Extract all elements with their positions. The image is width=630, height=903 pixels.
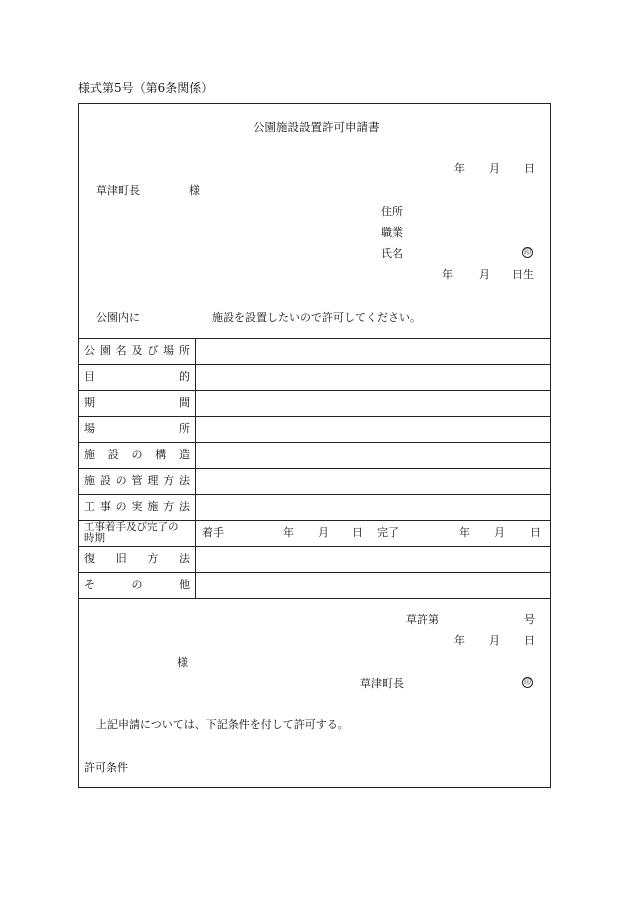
request-text: 施設を設置したいので許可してください。 xyxy=(212,311,421,324)
row-label-location: 場 所 xyxy=(84,422,190,435)
row-label-management: 施 設 の 管 理 方 法 xyxy=(84,474,190,487)
table-rule xyxy=(78,442,551,443)
table-top-rule xyxy=(78,338,551,339)
seal-mark: 印 xyxy=(524,248,531,256)
approval-issuer: 草津町長 xyxy=(360,677,404,690)
table-rule xyxy=(78,546,551,547)
date-month-label: 月 xyxy=(489,162,500,175)
approval-number-prefix: 草許第 xyxy=(406,613,439,626)
table-rule xyxy=(78,416,551,417)
period-start-year: 年 xyxy=(283,526,294,539)
row-label-construction-period: 工事着手及び完了の 時期 xyxy=(84,521,179,544)
date-day-label: 日 xyxy=(524,162,535,175)
row-label-park-name: 公 園 名 及 び 場 所 xyxy=(84,344,190,357)
approval-number-suffix: 号 xyxy=(524,613,535,626)
period-start-day: 日 xyxy=(352,526,363,539)
period-start-label: 着手 xyxy=(202,526,224,539)
form-number: 様式第5号（第6条関係） xyxy=(78,81,214,95)
request-prefix: 公園内に xyxy=(96,311,140,324)
approval-seal-mark: 印 xyxy=(524,678,531,686)
table-rule xyxy=(78,494,551,495)
approval-day-label: 日 xyxy=(524,634,535,647)
conditions-label: 許可条件 xyxy=(84,761,128,774)
birth-day-label: 日生 xyxy=(512,268,534,281)
period-end-month: 月 xyxy=(494,526,505,539)
name-label: 氏名 xyxy=(381,247,403,260)
row-label-purpose: 目 的 xyxy=(84,370,190,383)
form-title: 公園施設設置許可申請書 xyxy=(253,120,380,134)
date-year-label: 年 xyxy=(454,162,465,175)
occupation-label: 職業 xyxy=(381,226,403,239)
addressee-honorific: 様 xyxy=(189,184,200,197)
address-label: 住所 xyxy=(381,205,403,218)
row-label-period: 期 間 xyxy=(84,396,190,409)
row-label-construction-method: 工 事 の 実 施 方 法 xyxy=(84,500,190,513)
row-label-other: そ の 他 xyxy=(84,578,190,591)
approval-month-label: 月 xyxy=(489,634,500,647)
period-end-year: 年 xyxy=(459,526,470,539)
birth-month-label: 月 xyxy=(479,268,490,281)
period-end-label: 完了 xyxy=(377,526,399,539)
period-end-day: 日 xyxy=(530,526,541,539)
table-rule xyxy=(78,390,551,391)
table-rule xyxy=(78,468,551,469)
addressee: 草津町長 xyxy=(96,184,140,197)
period-start-month: 月 xyxy=(318,526,329,539)
table-rule xyxy=(78,364,551,365)
approval-year-label: 年 xyxy=(454,634,465,647)
table-rule xyxy=(78,572,551,573)
birth-year-label: 年 xyxy=(442,268,453,281)
table-bottom-rule xyxy=(78,598,551,599)
table-column-divider xyxy=(195,338,196,598)
form-frame xyxy=(78,103,551,788)
row-label-structure: 施 設 の 構 造 xyxy=(84,448,190,461)
approval-statement: 上記申請については、下記条件を付して許可する。 xyxy=(96,718,349,731)
approval-honorific: 様 xyxy=(177,656,188,669)
row-label-restoration: 復 旧 方 法 xyxy=(84,552,190,565)
